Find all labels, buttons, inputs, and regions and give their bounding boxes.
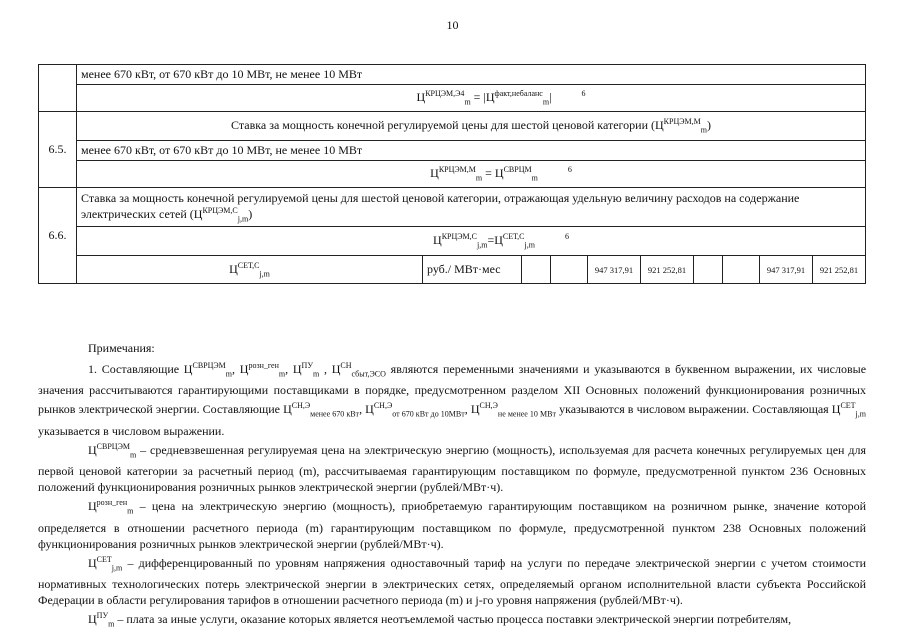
value-cell [522, 256, 551, 284]
notes-section [38, 340, 866, 632]
tariff-table [38, 64, 866, 284]
page-number: 10 [446, 18, 459, 32]
value-cell: 921 252,81 [641, 256, 694, 284]
value-cell [723, 256, 760, 284]
formula-cell: $Ц^{КРЦЭМ,С}_{j,m}=Ц^{СЕТ,С}_{j,m}6$ [77, 227, 866, 256]
notes-heading: Примечания: [88, 341, 155, 355]
row-title: Ставка за мощность конечной регулируемой цены для шестой ценовой категории $(Ц^{КРЦЭМ,М}_m)$ [77, 112, 866, 141]
table-row [39, 161, 866, 188]
footnote-mark: 6 [567, 165, 572, 175]
note-paragraph: $Ц^{розн\_ген}_m$ – цена на электрическую энергию (мощность), приобретаемую гарантирующим поставщиком на розничном рынке, значение которой определяется в отношении расчетного периода (m) гарантирующим поставщиком по формуле, предусмотренной пунктом 238 Основных положений функционирования розничных рынков электрической энергии (рублей/МВт·ч). [38, 498, 866, 551]
table-row [39, 112, 866, 141]
table-row [39, 65, 866, 85]
formula-cell: $Ц^{КРЦЭМ,Э4}_m = |Ц^{факт,небаланс}_m|$ 6 [77, 85, 866, 112]
table-row [39, 188, 866, 227]
row-number: 6.5. [39, 112, 77, 188]
note-paragraph: 1. Составляющие $Ц^{СВРЦЭМ}_m$, $Ц^{розн\_ген}_m$, $Ц^{ПУ}_m$ , $Ц^{СН}_{сбыт,ЭСО}$ являются переменными значениями и указываются в буквенном выражении, их числовые значения рассчитываются гарантирующими поставщиками в порядке, предусмотренном разделом XII Основных положений функционирования розничных рынков электрической энергии. Составляющие $Ц^{СН,Э}_{менее 670 кВт}$, $Ц^{СН,Э}_{от 670 кВт до 10МВт}$, $Ц^{СН,Э}_{не менее 10 МВт}$ указываются в числовом выражении. Составляющая $Ц^{СЕТ}_{j,m}$ указывается в числовом выражении. [38, 361, 867, 438]
value-cell: 947 317,91 [588, 256, 641, 284]
table-row [39, 141, 866, 161]
table-cell: менее 670 кВт, от 670 кВт до 10 МВт, не менее 10 МВт [77, 65, 866, 85]
table-cell: менее 670 кВт, от 670 кВт до 10 МВт, не менее 10 МВт [77, 141, 866, 161]
note-paragraph: $Ц^{СВРЦЭМ}_m$ – средневзвешенная регулируемая цена на электрическую энергию (мощность), используемая для расчета конечных регулируемых цен для первой ценовой категории за расчетный период (m), рассчитываемая гарантирующим поставщиком по формуле, предусмотренной пунктом 236 Основных положений функционирования розничных рынков электрической энергии (рублей/МВт·ч). [38, 441, 867, 495]
table-row [39, 227, 866, 256]
formula-cell: $Ц^{КРЦЭМ,М}_m = Ц^{СВРЦМ}_m6$ [77, 161, 866, 188]
note-paragraph: $Ц^{СЕТ}_{j,m}$ – дифференцированный по уровням напряжения одноставочный тариф на услуги по передаче электрической энергии с учетом стоимости нормативных технологических потерь электрической энергии в электрических сетях, определяемый органом исполнительной власти субъекта Российской Федерации в области регулирования тарифов в отношении расчетного периода (m) и j-го уровня напряжения (рублей/МВт·ч). [38, 554, 867, 607]
table-row [39, 85, 866, 112]
unit-cell: руб./ МВт·мес [423, 256, 522, 284]
value-cell [694, 256, 723, 284]
table-row [39, 256, 866, 284]
footnote-mark: 6 [581, 89, 586, 99]
note-paragraph: $Ц^{ПУ}_m$ – плата за иные услуги, оказание которых является неотъемлемой частью процесса поставки электрической энергии потребителям, [88, 610, 792, 629]
row-title: Ставка за мощность конечной регулируемой цены для шестой ценовой категории, отражающая удельную величину расходов на содержание электрических сетей $(Ц^{КРЦЭМ,С}_{j,m})$ [77, 188, 866, 227]
footnote-mark: 6 [564, 232, 569, 242]
data-label: $Ц^{СЕТ,С}_{j,m}$ [77, 256, 423, 284]
value-cell: 921 252,81 [813, 256, 866, 284]
value-cell [551, 256, 588, 284]
value-cell: 947 317,91 [760, 256, 813, 284]
row-number: 6.6. [39, 188, 77, 284]
